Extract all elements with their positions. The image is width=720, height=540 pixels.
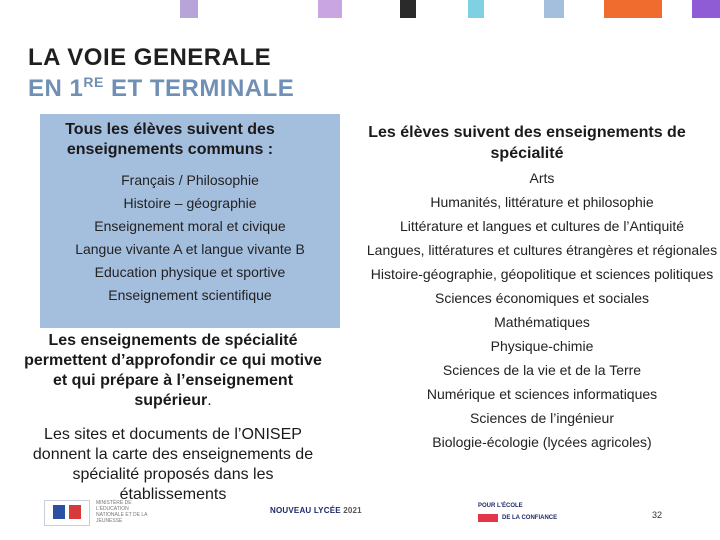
flag-blue-stripe <box>53 505 65 519</box>
top-bar-segment <box>662 0 692 18</box>
nouveau-lycee-logo <box>270 506 362 515</box>
specialty-courses-heading: Les élèves suivent des enseignements de spécialité <box>368 124 686 162</box>
top-bar-segment <box>318 0 342 18</box>
top-bar-segment <box>692 0 720 18</box>
course-item: Histoire – géographie <box>123 195 257 211</box>
top-bar-segment <box>468 0 484 18</box>
top-bar-segment <box>180 0 198 18</box>
flag-red-stripe <box>69 505 81 519</box>
course-item: Enseignement moral et civique <box>94 218 286 234</box>
ministry-logo-text: MINISTÈRE DE L’ÉDUCATION NATIONALE ET DE LA JEUNESSE <box>96 500 148 524</box>
course-item: Biologie-écologie (lycées agricoles) <box>432 434 652 450</box>
course-item: Langues, littératures et cultures étrangères et régionales <box>366 242 718 258</box>
ecole-logo-line2: DE LA CONFIANCE <box>502 515 558 521</box>
top-bar-segment <box>544 0 564 18</box>
course-item: Arts <box>529 170 555 186</box>
course-item: Physique-chimie <box>490 338 594 354</box>
ecole-logo-bar <box>478 514 498 522</box>
subtitle-suffix: ET TERMINALE <box>103 75 295 102</box>
specialty-courses-list <box>366 168 718 456</box>
course-item: Histoire-géographie, géopolitique et sciences politiques <box>370 266 714 282</box>
page-title: LA VOIE GENERALE <box>28 44 272 71</box>
common-courses-list <box>58 170 322 308</box>
republic-logo <box>44 500 90 526</box>
top-bar-segment <box>484 0 544 18</box>
course-item: Littérature et langues et cultures de l’Antiquité <box>399 218 685 234</box>
course-item: Mathématiques <box>494 314 590 330</box>
top-bar-segment <box>564 0 604 18</box>
course-item: Education physique et sportive <box>94 264 286 280</box>
page-number: 32 <box>652 510 663 520</box>
top-bar-segment <box>604 0 662 18</box>
top-bar-segment <box>400 0 416 18</box>
specialty-note <box>18 331 328 411</box>
course-item: Enseignement scientifique <box>108 287 272 303</box>
specialty-note-suffix: . <box>207 392 212 409</box>
top-bar-segment <box>0 0 180 18</box>
course-item: Sciences de l’ingénieur <box>470 410 614 426</box>
ecole-confiance-logo <box>478 503 574 527</box>
specialty-note-text: Les enseignements de spécialité permettent d’approfondir ce qui motive et qui prépare à l’enseignement supérieur <box>24 332 322 409</box>
top-bar-segment <box>416 0 468 18</box>
course-item: Numérique et sciences informatiques <box>426 386 658 402</box>
ecole-logo-line1: POUR L’ÉCOLE <box>478 503 523 509</box>
top-bar-segment <box>198 0 318 18</box>
subtitle-superscript: RE <box>83 74 104 90</box>
top-color-bar <box>0 0 720 18</box>
course-item: Français / Philosophie <box>121 172 259 188</box>
course-item: Sciences économiques et sociales <box>434 290 649 306</box>
top-bar-segment <box>342 0 400 18</box>
page-subtitle <box>28 74 294 103</box>
common-courses-heading: Tous les élèves suivent des enseignements communs : <box>65 121 275 158</box>
onisep-note: Les sites et documents de l’ONISEP donnent la carte des enseignements de spécialité proposés dans les établissements <box>32 426 314 503</box>
course-item: Langue vivante A et langue vivante B <box>75 241 305 257</box>
course-item: Sciences de la vie et de la Terre <box>442 362 642 378</box>
course-item: Humanités, littérature et philosophie <box>430 194 654 210</box>
nouveau-lycee-year: 2021 <box>343 506 362 515</box>
nouveau-lycee-label: NOUVEAU LYCÉE <box>270 506 341 515</box>
subtitle-prefix: EN 1 <box>28 75 84 102</box>
